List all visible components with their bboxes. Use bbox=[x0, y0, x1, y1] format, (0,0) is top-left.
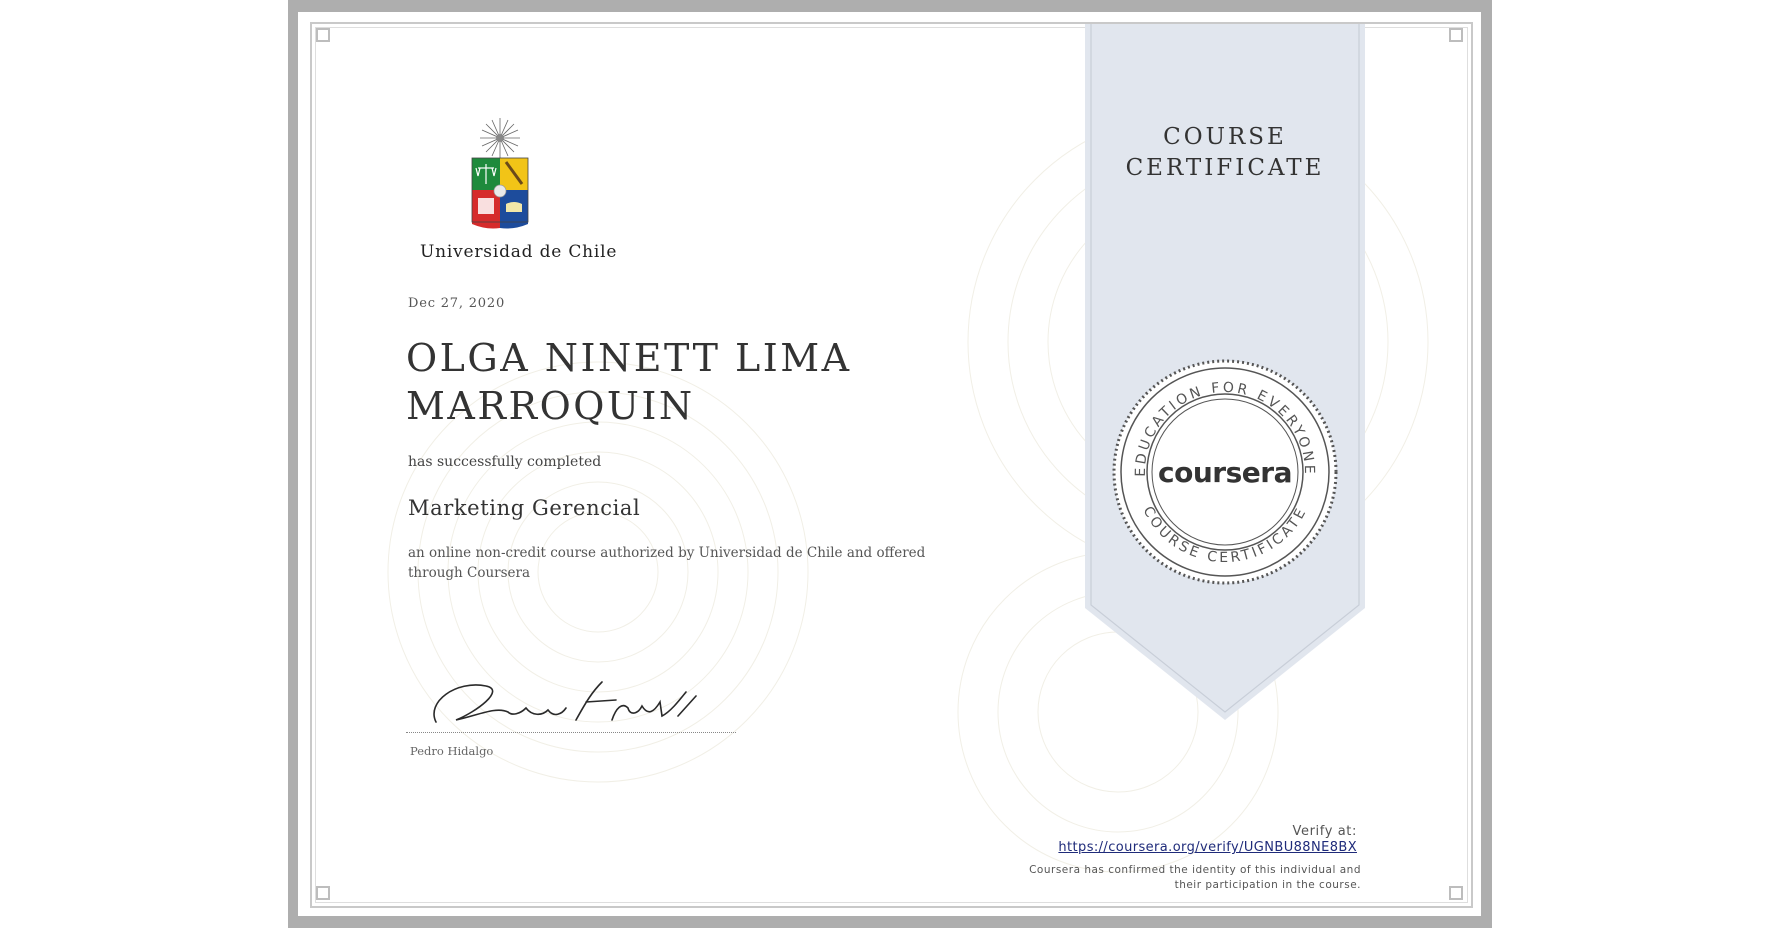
institution-name: Universidad de Chile bbox=[420, 242, 618, 262]
frame-corner-ornament bbox=[316, 886, 330, 900]
course-description: an online non-credit course authorized by Universidad de Chile and offered through Coursera bbox=[408, 545, 926, 581]
recipient-name-line2: MARROQUIN bbox=[406, 384, 695, 428]
verification-block bbox=[1058, 824, 1357, 856]
signature-line bbox=[406, 732, 736, 733]
frame-corner-ornament bbox=[1449, 886, 1463, 900]
ribbon-title-line1: COURSE bbox=[1163, 124, 1287, 150]
certificate-paper bbox=[298, 12, 1481, 916]
signatory-name: Pedro Hidalgo bbox=[410, 744, 494, 758]
confirmation-line2: their participation in the course. bbox=[1174, 879, 1361, 891]
seal-bottom-text: COURSE CERTIFICATE bbox=[1139, 503, 1311, 567]
identity-confirmation bbox=[1001, 863, 1361, 893]
coursera-seal-icon bbox=[1111, 358, 1339, 586]
certificate-sheet bbox=[288, 0, 1492, 928]
frame-corner-ornament bbox=[1449, 28, 1463, 42]
seal-top-text: EDUCATION FOR EVERYONE bbox=[1132, 379, 1318, 477]
verify-link[interactable]: https://coursera.org/verify/UGNBU88NE8BX bbox=[1058, 840, 1357, 855]
completion-statement: has successfully completed bbox=[408, 454, 602, 470]
recipient-name-line1: OLGA NINETT LIMA bbox=[406, 336, 852, 380]
recipient-name bbox=[406, 334, 926, 430]
handwritten-signature bbox=[416, 672, 716, 734]
course-title: Marketing Gerencial bbox=[408, 496, 641, 520]
verify-label: Verify at: bbox=[1292, 824, 1357, 839]
seal-wordmark: coursera bbox=[1158, 456, 1292, 489]
ribbon-title-line2: CERTIFICATE bbox=[1125, 155, 1325, 181]
issue-date: Dec 27, 2020 bbox=[408, 296, 506, 311]
frame-corner-ornament bbox=[316, 28, 330, 42]
confirmation-line1: Coursera has confirmed the identity of this individual and bbox=[1029, 864, 1361, 876]
ribbon-title bbox=[1085, 122, 1365, 184]
